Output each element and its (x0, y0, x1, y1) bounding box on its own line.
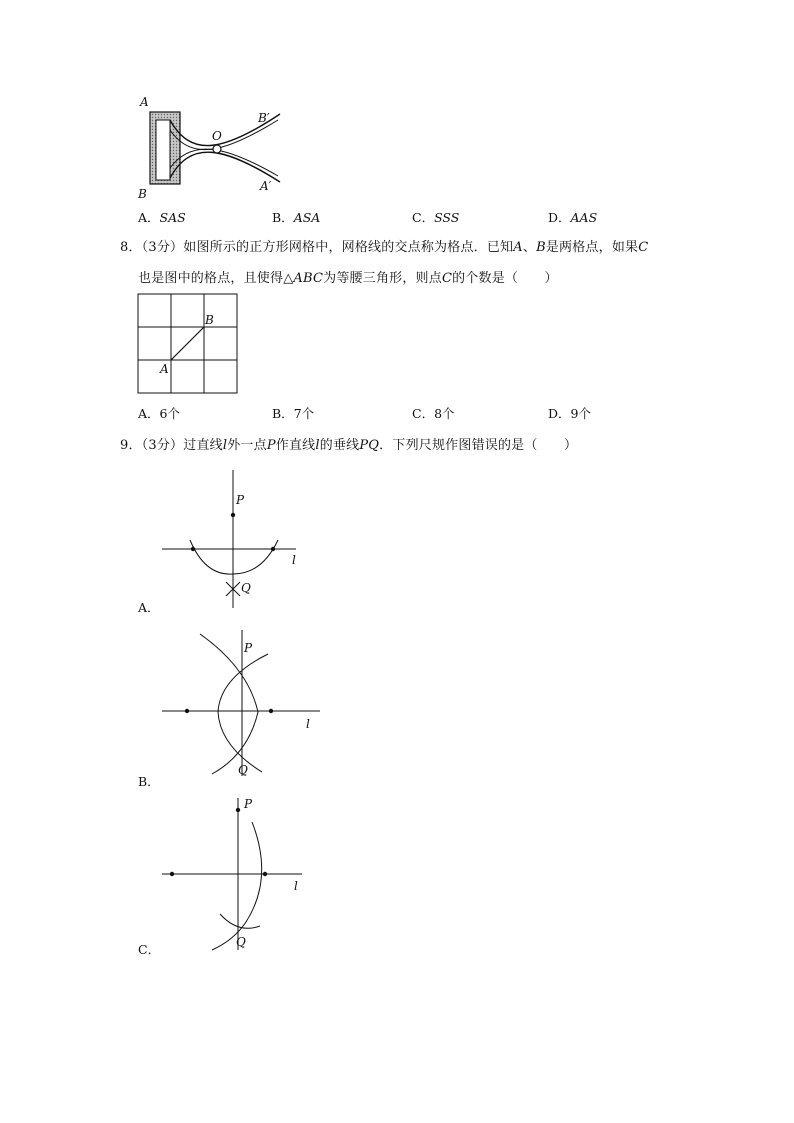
q7-label-O: O (212, 129, 222, 143)
q8-grid-figure (136, 292, 242, 398)
q8-text: 为等腰三角形，则点 (323, 271, 442, 286)
q7-option-b-text: ASA (293, 210, 321, 225)
q9-figure-b (150, 628, 330, 780)
q9-option-b-letter: B． (138, 774, 160, 789)
q8-var-b: B (536, 240, 546, 255)
q8-option-d[interactable] (548, 404, 591, 422)
q8-option-b[interactable] (272, 404, 314, 422)
q8-option-d-letter: D． (548, 406, 571, 421)
q9-var-pq: PQ (359, 438, 380, 453)
q7-label-A-prime: A′ (260, 179, 272, 193)
q8-stem-line2 (138, 269, 558, 289)
q7-figure (130, 92, 290, 204)
q9-text: 作直线 (275, 438, 316, 453)
q9-var-p: P (266, 438, 276, 453)
q8-label-b: B (205, 313, 214, 327)
q7-option-a-text: SAS (159, 210, 186, 225)
q8-option-b-letter: B． (272, 406, 294, 421)
q9-figure-c (150, 794, 320, 952)
q9a-point-p (231, 513, 235, 517)
q8-var-c: C (638, 240, 649, 255)
q8-text: 是两格点，如果 (545, 240, 639, 255)
q8-var-c: C (441, 271, 453, 286)
q8-number: 8． (120, 240, 142, 255)
q9-option-c[interactable] (138, 940, 160, 958)
q8-option-c-text: 8个 (434, 406, 455, 421)
q9b-label-l: l (306, 717, 310, 731)
q8-var-abc: ABC (293, 271, 324, 286)
q9-option-a[interactable] (138, 598, 160, 616)
q9c-arc-big (212, 822, 262, 950)
q9a-label-q: Q (241, 581, 251, 595)
q8-option-a-letter: A． (138, 406, 160, 421)
q9c-point-right (263, 872, 267, 876)
q9c-label-q: Q (236, 935, 246, 949)
q9-text: 的垂线 (319, 438, 360, 453)
q8-option-a[interactable] (138, 404, 180, 422)
q9a-label-l: l (292, 553, 296, 567)
q8-option-a-text: 6个 (159, 406, 180, 421)
q8-text: 也是图中的格点，且使得△ (138, 271, 294, 286)
q7-label-A: A (140, 95, 149, 109)
q8-option-c-letter: C． (412, 406, 435, 421)
q7-blade-2 (170, 152, 280, 182)
q7-blade-2b (170, 149, 278, 176)
q9b-arc-left (200, 634, 258, 774)
q8-label-a: A (160, 362, 169, 376)
q8-option-d-text: 9个 (570, 406, 591, 421)
q9-score: （3分） (141, 438, 184, 453)
q9b-label-p: P (244, 641, 253, 655)
q9-option-a-letter: A． (138, 600, 160, 615)
q7-label-B: B (138, 187, 147, 201)
q9b-point-right (269, 709, 273, 713)
q9a-point-left (191, 547, 195, 551)
q8-segment-ab (171, 327, 204, 360)
q9-figure-a (150, 466, 320, 614)
q9c-point-left (170, 872, 174, 876)
q9b-point-left (185, 709, 189, 713)
q9-option-b[interactable] (138, 772, 160, 790)
q9-text: 过直线 (183, 438, 223, 453)
q9b-label-q: Q (238, 763, 248, 777)
q9-var-l: l (315, 438, 320, 453)
q9-number: 9． (120, 438, 142, 453)
q8-option-c[interactable] (412, 404, 455, 422)
q8-stem-line1 (120, 238, 648, 258)
q8-text: 如图所示的正方形网格中，网格线的交点称为格点．已知 (183, 240, 514, 255)
q7-label-B-prime: B′ (258, 111, 270, 125)
q9a-label-p: P (236, 493, 245, 507)
q7-option-a[interactable] (138, 208, 186, 226)
q7-handle-inner (156, 120, 170, 180)
q9c-point-p (236, 808, 240, 812)
q7-option-c[interactable] (412, 208, 459, 226)
q8-option-b-text: 7个 (293, 406, 315, 421)
q7-option-d-letter: D． (548, 210, 571, 225)
q9-stem (120, 436, 577, 456)
q8-text: 的个数是（ ） (452, 271, 558, 286)
q7-option-a-letter: A． (138, 210, 160, 225)
q9-var-l: l (222, 438, 228, 453)
q8-text: 、 (522, 240, 537, 255)
q9a-arc (190, 540, 278, 574)
q9a-point-right (271, 547, 275, 551)
q9b-arc-right (218, 654, 268, 772)
q7-option-d-text: AAS (570, 210, 598, 225)
q7-option-b-letter: B． (272, 210, 294, 225)
q7-option-c-letter: C． (412, 210, 435, 225)
q7-option-d[interactable] (548, 208, 597, 226)
q9-text: ．下列尺规作图错误的是（ ） (379, 438, 578, 453)
q7-option-b[interactable] (272, 208, 320, 226)
q7-pivot (213, 145, 221, 153)
q9c-label-l: l (294, 879, 298, 893)
q8-var-a: A (513, 240, 523, 255)
q9-option-c-letter: C． (138, 942, 161, 957)
q8-score: （3分） (141, 240, 184, 255)
q9-text: 外一点 (227, 438, 267, 453)
q9c-label-p: P (244, 797, 253, 811)
q9c-arc-small (220, 914, 260, 928)
q7-option-c-text: SSS (434, 210, 460, 225)
